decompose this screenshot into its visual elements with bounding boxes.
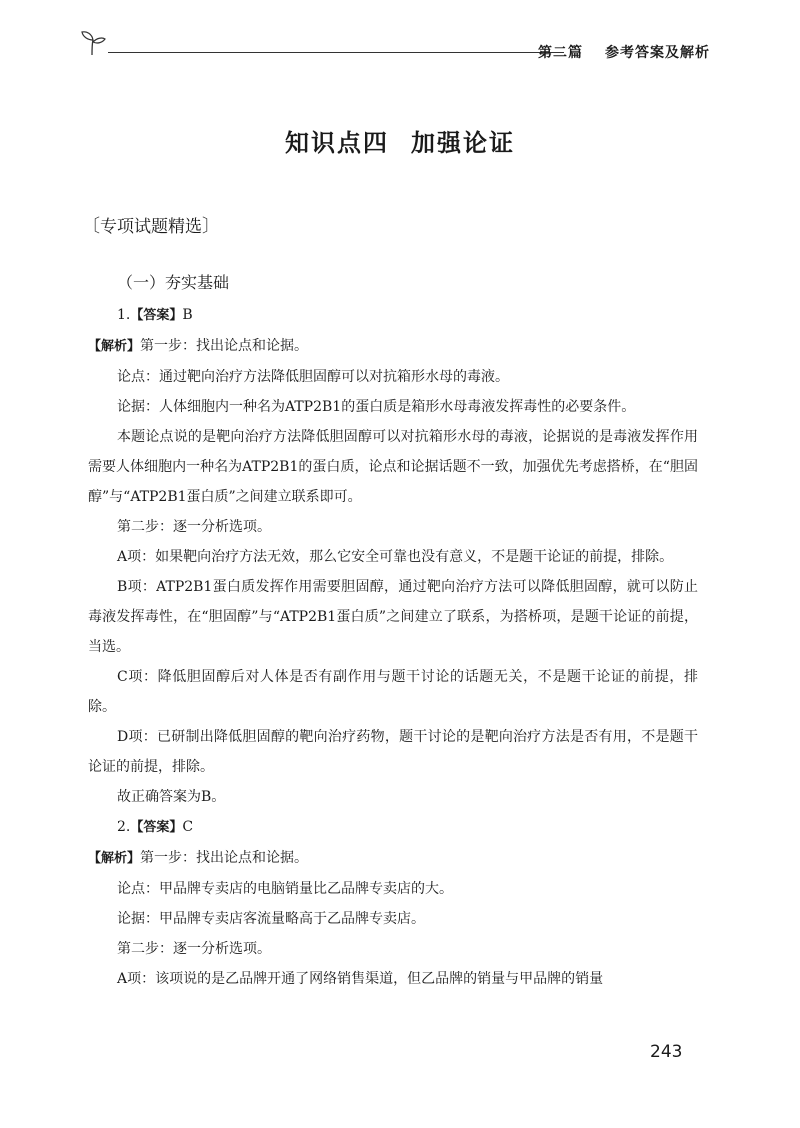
paragraph-text: 论点：通过靶向治疗方法降低胆固醇可以对抗箱形水母的毒液。 [117, 369, 509, 385]
paragraph-text: C [182, 819, 194, 835]
answer-content [88, 300, 698, 994]
section-label-text: 专项试题精选 [100, 217, 202, 237]
title-part1: 知识点四 [285, 129, 389, 157]
paragraph-text: 第一步：找出论点和论据。 [140, 338, 309, 354]
header-text [538, 42, 710, 62]
paragraph [88, 422, 698, 512]
title-part2: 加强论证 [411, 129, 515, 157]
paragraph [88, 512, 698, 542]
paragraph [88, 572, 698, 662]
paragraph [88, 782, 698, 812]
paragraph-text: 论据：甲品牌专卖店客流量略高于乙品牌专卖店。 [117, 911, 425, 927]
paragraph [88, 874, 698, 904]
paragraph-text: D项：已研制出降低胆固醇的靶向治疗药物，题干讨论的是靶向治疗方法是否有用，不是题干论证的前提，排除。 [88, 729, 698, 775]
paragraph [88, 843, 698, 874]
sprout-icon [78, 28, 108, 58]
question-number: 1. [117, 307, 131, 323]
paragraph [88, 812, 698, 843]
running-header [78, 28, 718, 68]
paragraph-text: 论据：人体细胞内一种名为ATP2B1的蛋白质是箱形水母毒液发挥毒性的必要条件。 [117, 399, 636, 415]
paragraph-text: A项：如果靶向治疗方法无效，那么它安全可靠也没有意义，不是题干论证的前提，排除。 [117, 549, 674, 565]
paragraph [88, 964, 698, 994]
sub-section-label: （一）夯实基础 [117, 273, 230, 292]
header-part: 第二篇 [538, 45, 583, 61]
paragraph-text: 故正确答案为B。 [117, 789, 226, 805]
paragraph-text: C项：降低胆固醇后对人体是否有副作用与题干讨论的话题无关，不是题干论证的前提，排除。 [88, 669, 698, 715]
section-label [82, 212, 220, 238]
paragraph-text: B [182, 307, 193, 323]
paragraph [88, 362, 698, 392]
paragraph-text: 第二步：逐一分析选项。 [117, 519, 271, 535]
paragraph [88, 392, 698, 422]
close-bracket: 〕 [202, 216, 220, 237]
paragraph [88, 542, 698, 572]
page-title [0, 123, 800, 158]
answer-tag: 【解析】 [88, 851, 141, 866]
paragraph [88, 904, 698, 934]
answer-tag: 【解析】 [88, 339, 141, 354]
paragraph-text: 本题论点说的是靶向治疗方法降低胆固醇可以对抗箱形水母的毒液，论据说的是毒液发挥作用需要人体细胞内一种名为ATP2B1的蛋白质，论点和论据话题不一致，加强优先考虑搭桥，在“胆固醇”与“ATP2B1蛋白质”之间建立联系即可。 [88, 429, 698, 505]
paragraph [88, 934, 698, 964]
paragraph-text: B项：ATP2B1蛋白质发挥作用需要胆固醇，通过靶向治疗方法可以降低胆固醇，就可以防止毒液发挥毒性，在“胆固醇”与“ATP2B1蛋白质”之间建立了联系，为搭桥项，是题干论证的前提，当选。 [88, 579, 698, 655]
page-number: 243 [650, 1042, 683, 1062]
answer-tag: 【答案】 [130, 820, 183, 835]
paragraph [88, 722, 698, 782]
header-rule [108, 52, 564, 53]
paragraph [88, 300, 698, 331]
paragraph [88, 331, 698, 362]
open-bracket: 〔 [82, 216, 100, 237]
question-number: 2. [117, 819, 131, 835]
paragraph-text: 论点：甲品牌专卖店的电脑销量比乙品牌专卖店的大。 [117, 881, 453, 897]
paragraph-text: 第一步：找出论点和论据。 [140, 850, 309, 866]
header-section: 参考答案及解析 [605, 45, 710, 61]
answer-tag: 【答案】 [130, 308, 183, 323]
paragraph-text: A项：该项说的是乙品牌开通了网络销售渠道，但乙品牌的销量与甲品牌的销量 [117, 971, 604, 987]
paragraph [88, 662, 698, 722]
paragraph-text: 第二步：逐一分析选项。 [117, 941, 271, 957]
